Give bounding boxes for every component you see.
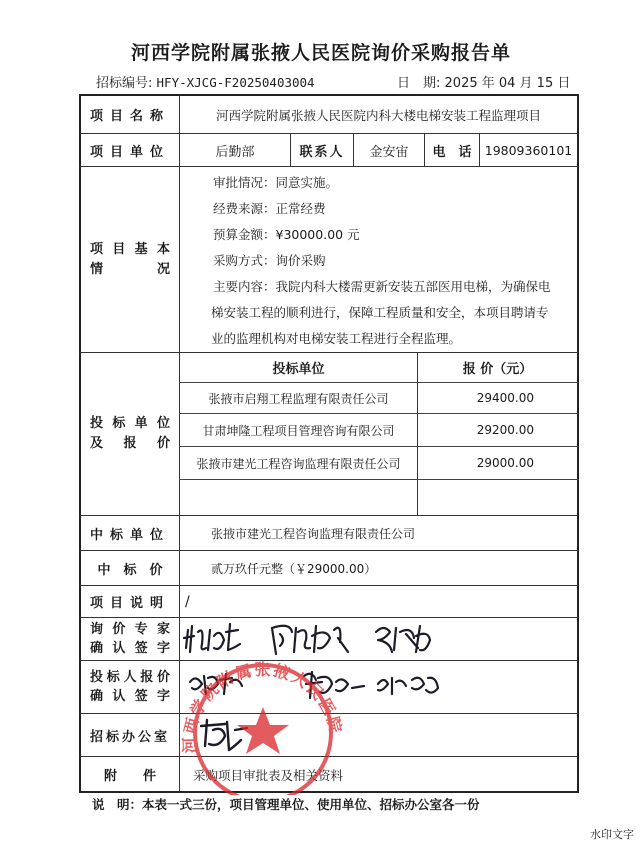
bidder-sign-label [90,661,170,713]
main-content-line3: 业的监理机构对电梯安装工程进行全程监理。 [211,331,462,346]
winning-price-label: 中 标 价 [97,562,163,578]
project-note-label: 项目说明 [89,596,170,611]
phone-value: 19809360101 [484,142,573,158]
basic-info-label [90,167,170,352]
bidder-signature-3 [378,678,438,694]
attachment-value: 采购项目审批表及相关资料 [193,767,344,783]
main-content-line2: 梯安装工程的顺利进行，保障工程质量和安全，本项目聘请专 [211,305,549,320]
project-unit-label: 项目单位 [89,144,170,160]
document-title: 河西学院附属张掖人民医院询价采购报告单 [130,42,511,64]
bidder-sign-label-line2: 确 认 签 字 [90,689,170,704]
project-name-label: 项目名称 [89,109,170,124]
date-label: 日 期: [397,76,441,91]
sub-row-divider [179,479,579,480]
bidder-name: 张掖市建光工程咨询监理有限责任公司 [196,456,401,471]
bidder-name: 张掖市启翔工程监理有限责任公司 [208,391,389,406]
stamp-star-icon [237,707,289,754]
project-name-value: 河西学院附属张掖人民医院内科大楼电梯安装工程监理项目 [215,107,541,123]
bidder-sign-label-line1: 投标人报价 [90,670,170,685]
experts-sign-label [90,618,170,660]
date-value: 2025 年 04 月 15 日 [444,76,571,91]
report-date [397,72,570,91]
phone-label: 电 话 [432,144,472,160]
bidders-label [90,353,170,515]
winner-value: 张掖市建光工程咨询监理有限责任公司 [211,526,416,541]
project-note-value: / [185,593,190,610]
budget-amount: 预算金额：¥30000.00 元 [213,227,360,242]
official-stamp [178,645,348,795]
bidder-price: 29000.00 [476,456,534,470]
bidders-label-line2: 及 报 价 [90,436,170,451]
basic-info-label-line1: 项 目 基 本 [90,241,170,257]
office-label: 招标办公室 [89,729,170,745]
contact-label: 联系人 [299,144,345,160]
bid-number [96,72,315,91]
bid-number-label: 招标编号: [96,76,153,91]
project-unit-value: 后勤部 [215,144,255,160]
bid-number-value: HFY-XJCG-F20250403004 [156,75,315,90]
main-content-line1: 主要内容：我院内科大楼需更新安装五部医用电梯，为确保电 [213,279,551,294]
basic-info-label-line2: 情 况 [90,261,170,277]
bidders-label-line1: 投 标 单 位 [90,416,170,431]
footer-note: 说 明：本表一式三份，项目管理单位、使用单位、招标办公室各一份 [92,797,480,812]
bidders-header-unit: 投标单位 [272,362,325,377]
approval-status: 审批情况：同意实施。 [213,175,339,190]
bidder-price: 29400.00 [476,391,534,405]
attachment-label: 附 件 [103,769,156,784]
experts-sign-label-line1: 询 价 专 家 [90,622,170,637]
expert-signature-3 [376,626,430,652]
funding-source: 经费来源：正常经费 [213,201,326,216]
experts-sign-label-line2: 确 认 签 字 [90,641,170,656]
bidders-header-price: 报 价（元） [462,362,533,377]
basic-info-content [213,170,575,352]
contact-value: 金安宙 [369,144,409,160]
winning-price-value: 贰万玖仟元整（￥29000.00） [211,561,377,576]
watermark: 水印文字 [590,828,634,841]
procurement-method: 采购方式：询价采购 [213,253,326,268]
bidder-name: 甘肃坤隆工程项目管理咨询有限公司 [202,423,395,438]
winner-label: 中标单位 [89,527,170,543]
bidder-price: 29200.00 [476,423,534,437]
stamp-text: 河西学院附属张掖人民医院 [179,659,346,754]
